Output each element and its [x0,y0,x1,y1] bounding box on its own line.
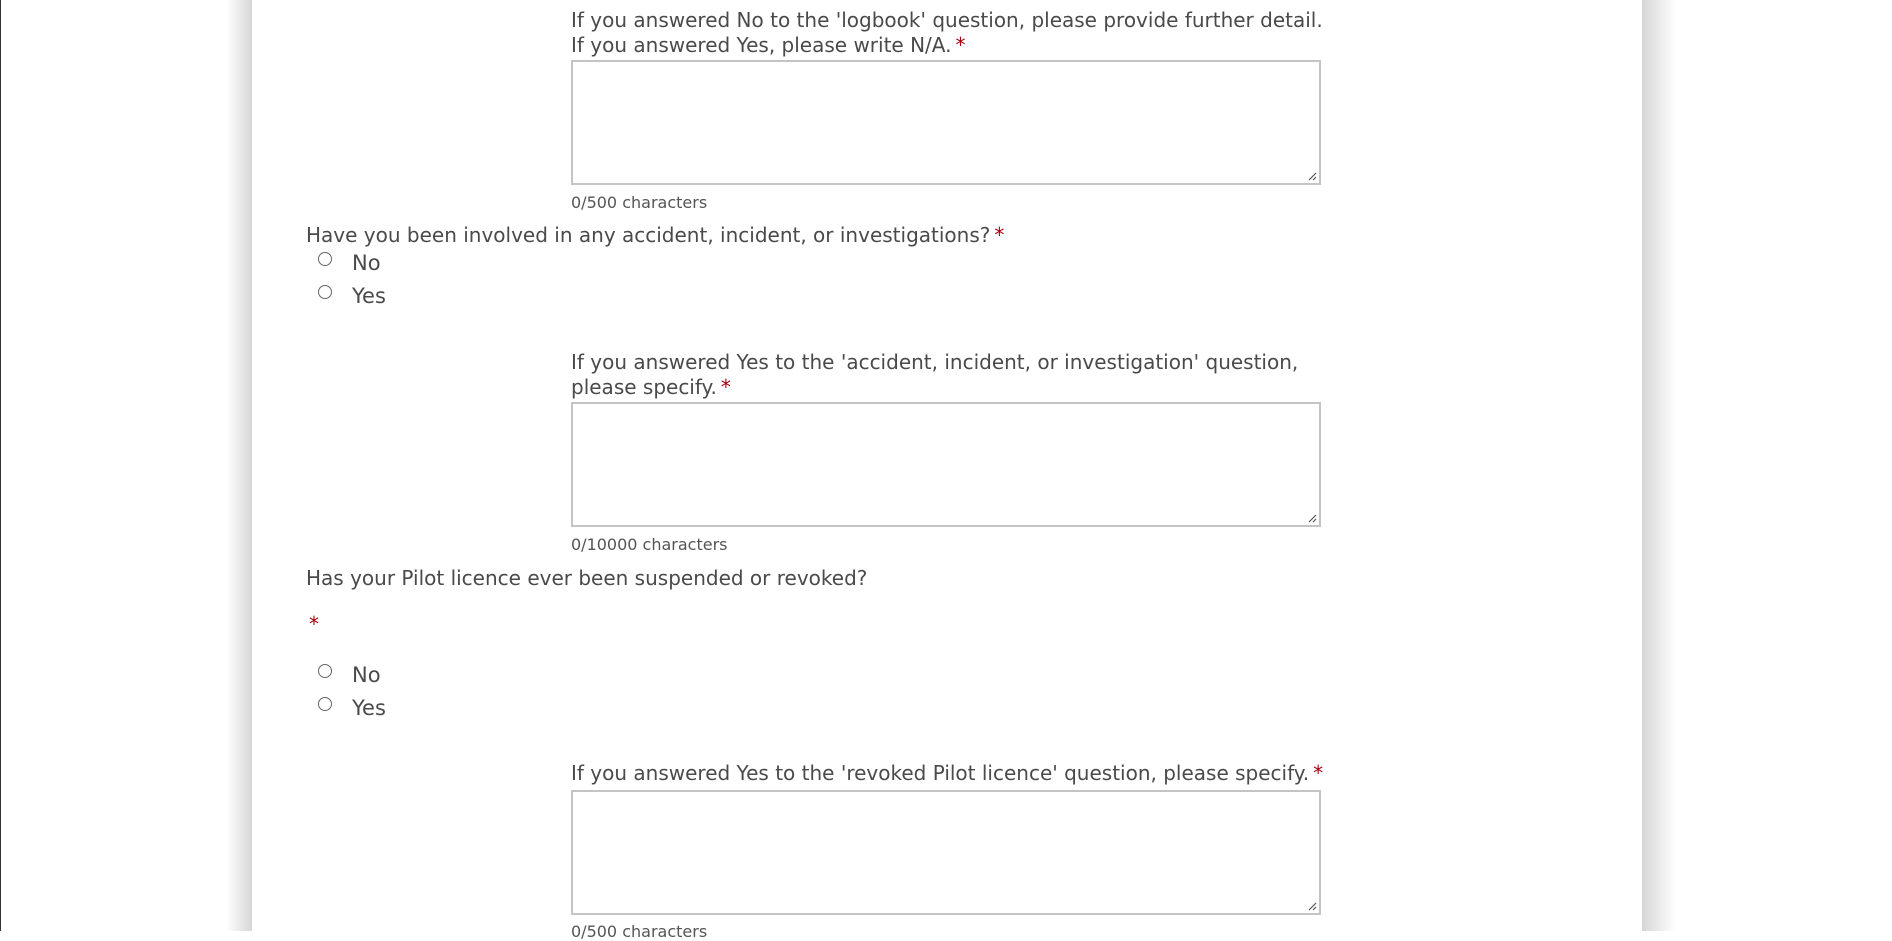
radio-button[interactable] [318,664,332,678]
radio-button[interactable] [318,252,332,266]
resize-handle-icon[interactable] [1307,901,1317,911]
required-asterisk: * [955,33,966,57]
licence-option-no[interactable]: No [318,663,381,687]
licence-detail-textarea[interactable] [571,790,1321,915]
radio-button[interactable] [318,285,332,299]
logbook-detail-counter: 0/500 characters [571,193,708,212]
logbook-detail-textarea[interactable] [571,60,1321,185]
logbook-detail-label: If you answered No to the 'logbook' question, please provide further detail. If you answered Yes, please write N/A. * [571,8,1323,57]
required-asterisk: * [994,223,1005,247]
panel-shadow-right [1642,0,1676,931]
window-left-border [0,0,1,931]
accident-detail-counter: 0/10000 characters [571,535,728,554]
accident-question-label: Have you been involved in any accident, incident, or investigations? * [306,223,1005,247]
licence-detail-label: If you answered Yes to the 'revoked Pilot licence' question, please specify. * [571,761,1324,785]
accident-detail-textarea[interactable] [571,402,1321,527]
resize-handle-icon[interactable] [1307,171,1317,181]
accident-option-no[interactable]: No [318,251,381,275]
licence-option-yes[interactable]: Yes [318,696,386,720]
accident-option-yes[interactable]: Yes [318,284,386,308]
licence-question-label: Has your Pilot licence ever been suspended or revoked? [306,566,868,590]
required-asterisk: * [1313,761,1324,785]
panel-shadow-left [226,0,252,931]
radio-button[interactable] [318,697,332,711]
accident-detail-label: If you answered Yes to the 'accident, incident, or investigation' question, please specify. * [571,350,1299,399]
required-asterisk: * [720,375,731,399]
resize-handle-icon[interactable] [1307,513,1317,523]
licence-detail-counter: 0/500 characters [571,922,708,941]
required-asterisk: * [309,612,319,636]
